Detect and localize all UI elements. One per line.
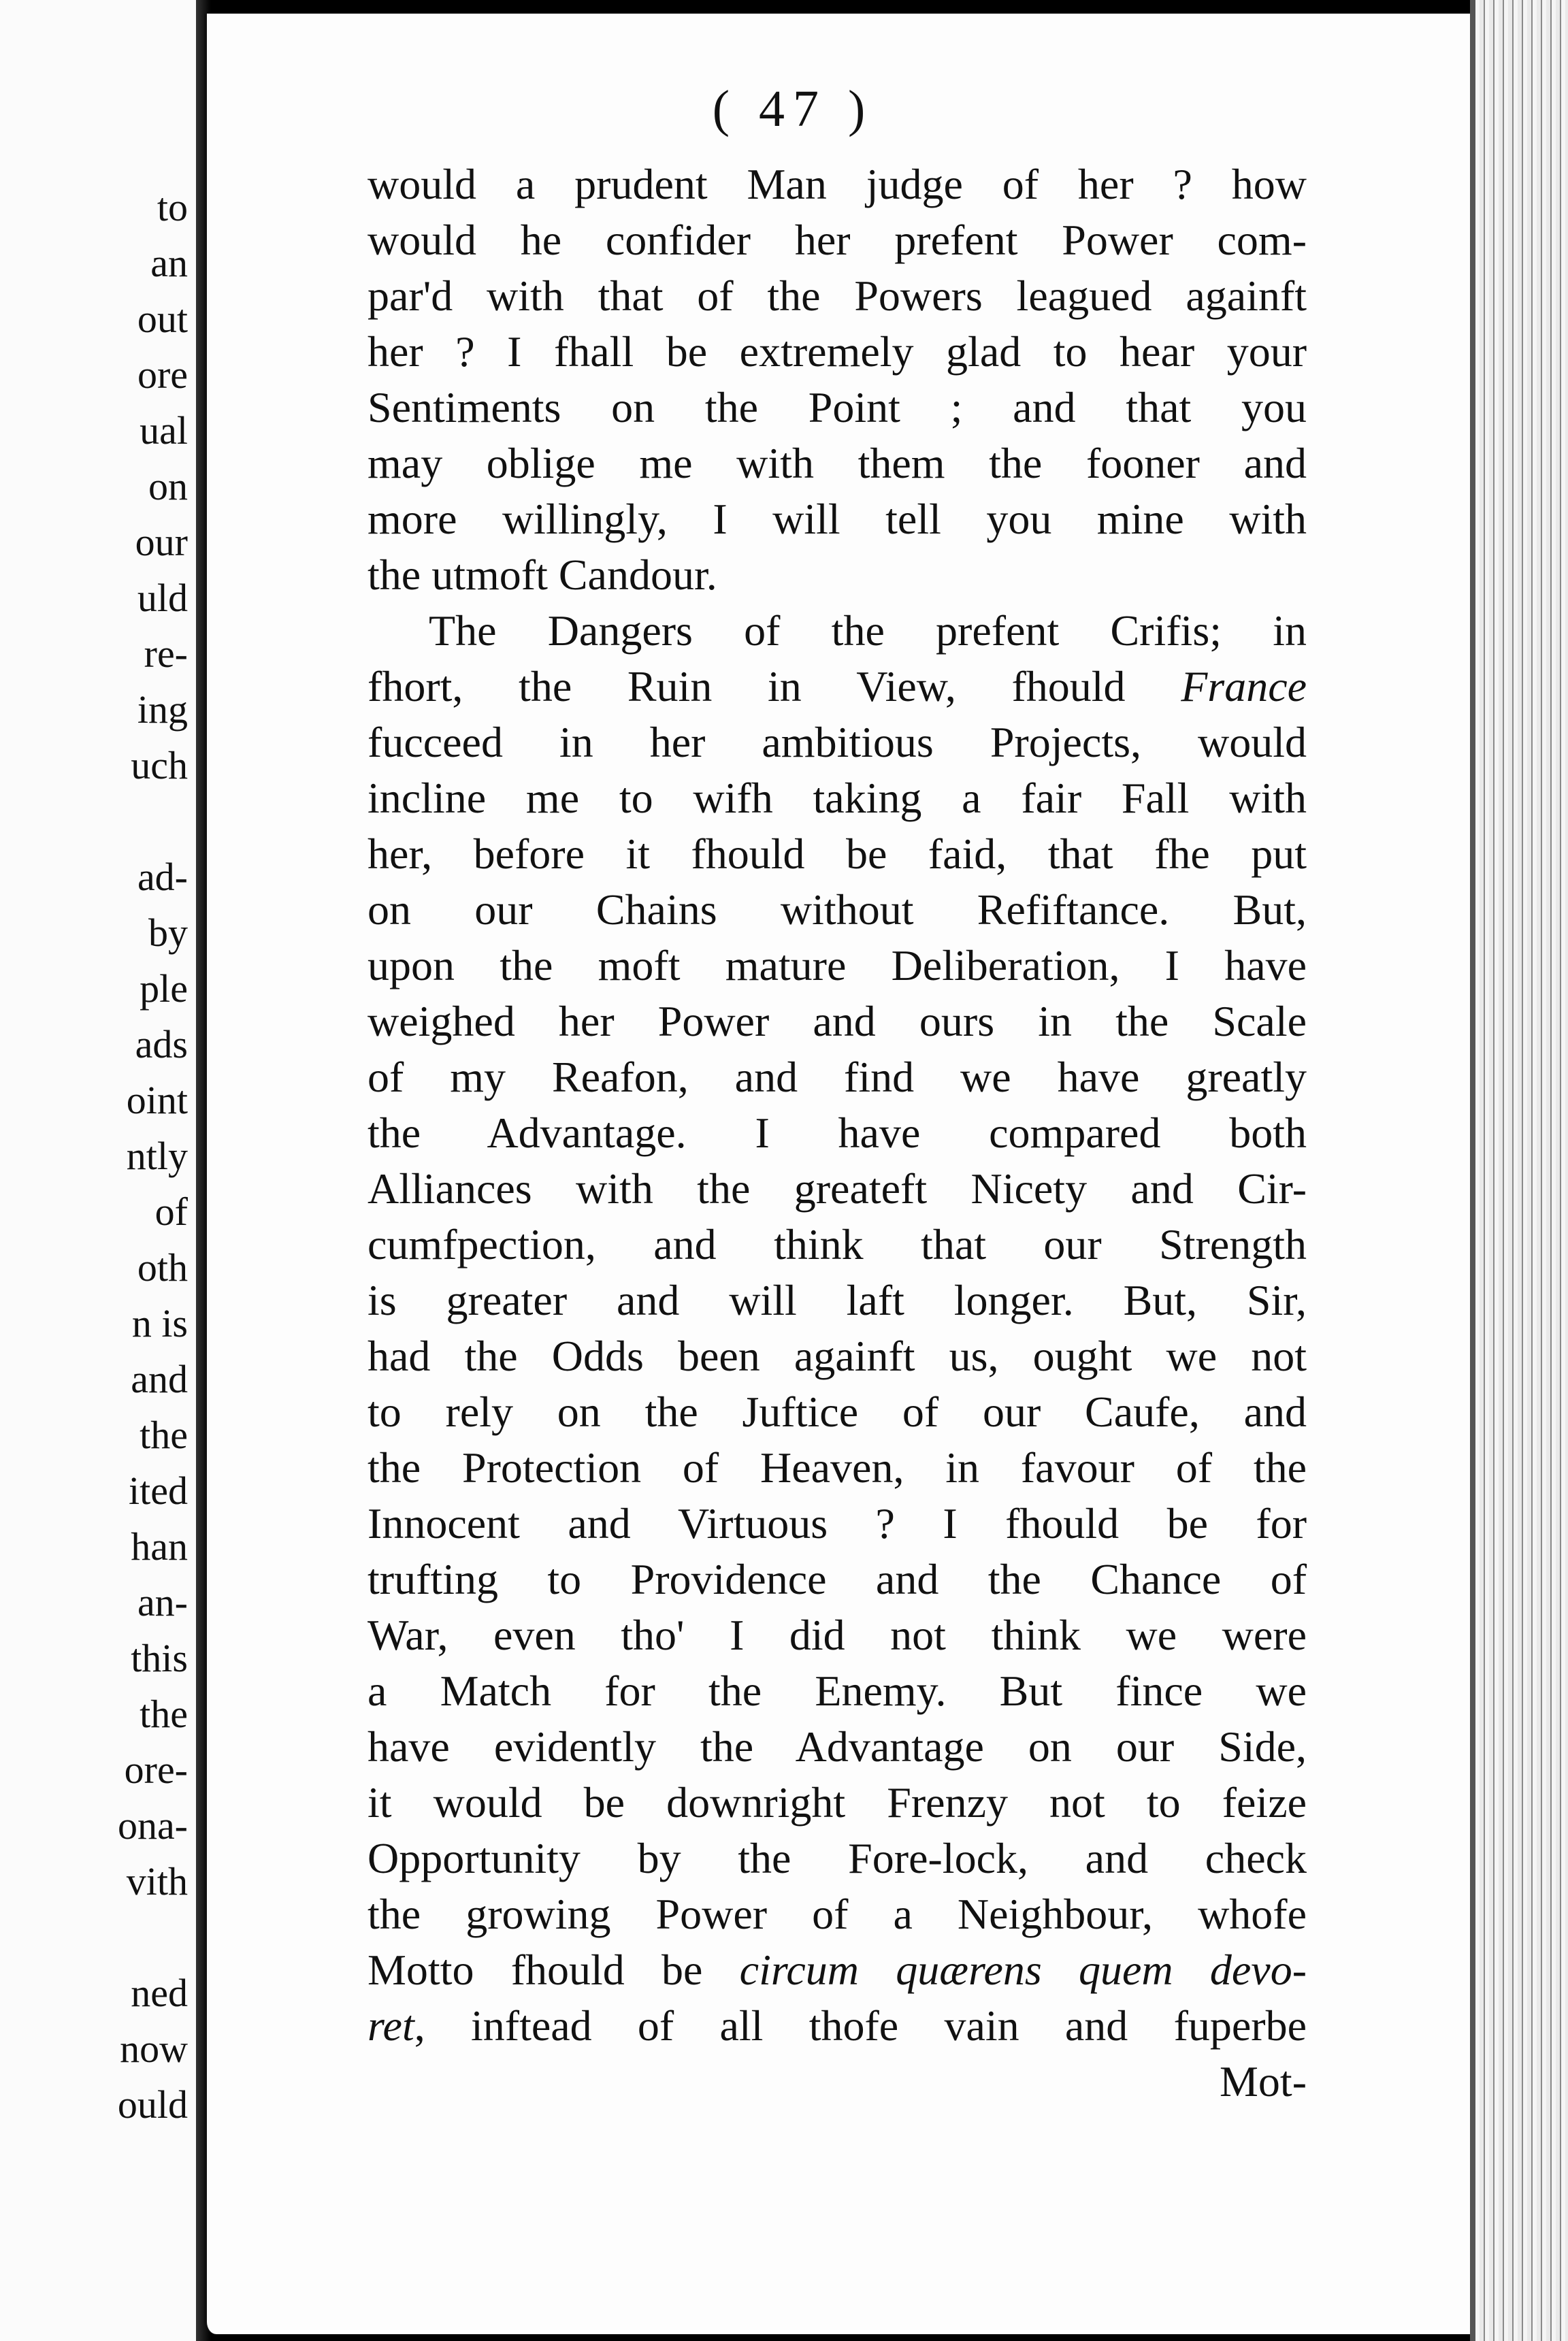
text-line: may oblige me with them the fooner and <box>368 439 1307 487</box>
left-fragment: ore <box>137 353 188 397</box>
text-line: more willingly, I will tell you mine with <box>368 495 1307 543</box>
text-line: the Protection of Heaven, in favour of the <box>368 1443 1307 1492</box>
text-line: weighed her Power and ours in the Scale <box>368 997 1307 1045</box>
left-fragment: ad- <box>137 855 188 899</box>
text-line: incline me to wifh taking a fair Fall with <box>368 774 1307 822</box>
left-fragment: by <box>148 911 188 955</box>
text-line: of my Reafon, and find we have greatly <box>368 1053 1307 1101</box>
left-fragment: ould <box>117 2082 188 2127</box>
left-fragment: our <box>135 520 188 564</box>
left-fragment: the <box>140 1692 188 1736</box>
left-fragment: the <box>140 1413 188 1457</box>
text-line: Opportunity by the Fore-lock, and check <box>368 1834 1307 1882</box>
line-roman-segment: , inftead of all thofe vain and fuperbe <box>414 2001 1307 2050</box>
text-line: Innocent and Virtuous ? I fhould be for <box>368 1499 1307 1548</box>
text-line: upon the moft mature Deliberation, I have <box>368 941 1307 989</box>
left-fragment: ads <box>135 1022 188 1066</box>
text-line: her ? I fhall be extremely glad to hear your <box>368 327 1307 376</box>
left-fragment: uld <box>137 576 188 620</box>
left-fragment: ited <box>129 1469 188 1513</box>
paragraph-start-line: The Dangers of the prefent Crifis; in <box>429 606 1307 655</box>
body-text <box>368 157 1307 2110</box>
text-line: to rely on the Juftice of our Caufe, and <box>368 1388 1307 1436</box>
italic-word: France <box>1181 662 1307 710</box>
left-fragment: vith <box>126 1859 188 1903</box>
left-fragment: to <box>157 185 188 229</box>
left-fragment: han <box>131 1524 188 1569</box>
left-fragment: out <box>137 297 188 341</box>
left-fragment: an- <box>137 1580 188 1624</box>
text-line: have evidently the Advantage on our Side, <box>368 1722 1307 1771</box>
text-line: par'd with that of the Powers leagued againft <box>368 272 1307 320</box>
text-line: fucceed in her ambitious Projects, would <box>368 718 1307 766</box>
italic-word: ret <box>368 2001 414 2050</box>
text-line: her, before it fhould be faid, that fhe put <box>368 830 1307 878</box>
left-fragment: oint <box>126 1078 188 1122</box>
text-line <box>368 659 1307 715</box>
left-fragment: of <box>154 1190 188 1234</box>
italic-phrase: circum quærens quem devo- <box>739 1946 1307 1994</box>
page-edges <box>1470 0 1568 2341</box>
text-line: is greater and will laft longer. But, Sir, <box>368 1276 1307 1324</box>
text-line: on our Chains without Refiftance. But, <box>368 885 1307 934</box>
text-line: it would be downright Frenzy not to feize <box>368 1778 1307 1827</box>
text-line: the growing Power of a Neighbour, whofe <box>368 1890 1307 1938</box>
left-fragment: ing <box>137 687 188 732</box>
left-fragment: oth <box>137 1245 188 1290</box>
left-fragment: this <box>131 1636 188 1680</box>
text-line: had the Odds been againft us, ought we not <box>368 1332 1307 1380</box>
text-line: the Advantage. I have compared both <box>368 1109 1307 1157</box>
left-fragment: ore- <box>124 1748 188 1792</box>
text-line <box>368 1942 1307 1998</box>
left-fragment: uch <box>131 743 188 787</box>
line-roman-segment: fhort, the Ruin in View, fhould <box>368 662 1181 710</box>
text-line: Sentiments on the Point ; and that you <box>368 383 1307 431</box>
catchword: Mot- <box>1220 2057 1307 2106</box>
left-fragment: ple <box>140 966 188 1011</box>
left-fragment: and <box>131 1357 188 1401</box>
text-line: Alliances with the greateft Nicety and Cir- <box>368 1164 1307 1213</box>
text-line: a Match for the Enemy. But fince we <box>368 1667 1307 1715</box>
page-edge-border <box>1470 0 1475 2341</box>
left-fragment: ual <box>140 408 188 453</box>
text-line: would a prudent Man judge of her ? how <box>368 160 1307 208</box>
text-line <box>368 1998 1307 2054</box>
left-fragment: on <box>148 464 188 508</box>
left-fragment: ned <box>131 1971 188 2015</box>
left-fragment: now <box>120 2027 188 2071</box>
text-line: would he confider her prefent Power com- <box>368 216 1307 264</box>
text-line: War, even tho' I did not think we were <box>368 1611 1307 1659</box>
left-fragment: an <box>150 241 188 285</box>
left-fragment: ona- <box>117 1803 188 1848</box>
previous-page-fragment <box>0 0 208 2341</box>
page-number: ( 47 ) <box>712 80 874 137</box>
text-line: the utmoft Candour. <box>368 551 717 599</box>
line-roman-segment: Motto fhould be <box>368 1946 740 1994</box>
text-line: cumfpection, and think that our Strength <box>368 1220 1307 1268</box>
text-line: trufting to Providence and the Chance of <box>368 1555 1307 1603</box>
left-fragment: re- <box>144 632 188 676</box>
left-fragment: ntly <box>126 1134 188 1178</box>
left-fragment: n is <box>131 1301 188 1345</box>
